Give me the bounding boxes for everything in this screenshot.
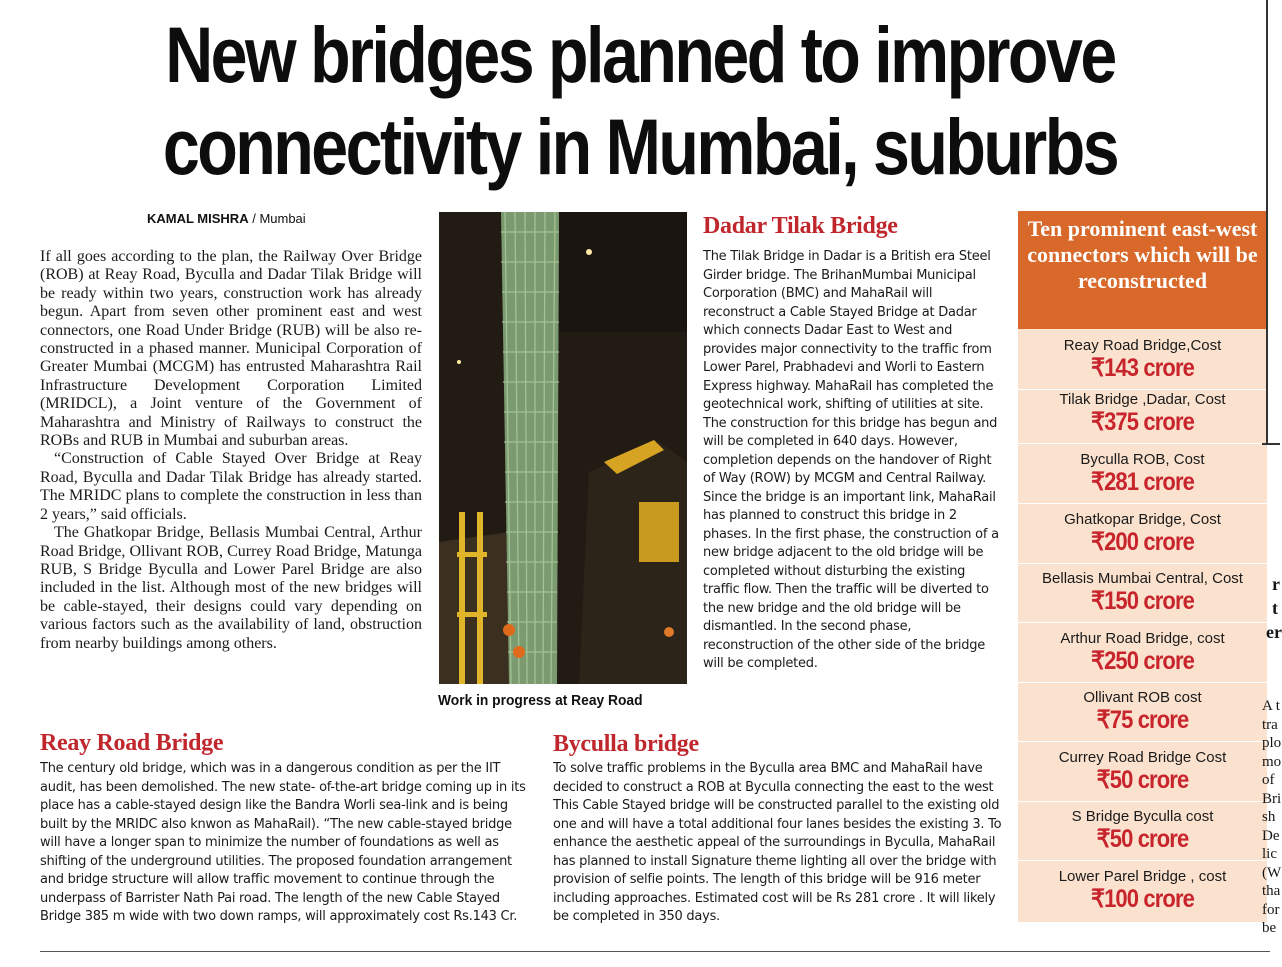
- cost-item-label: Tilak Bridge ,Dadar, Cost: [1059, 391, 1226, 408]
- adjacent-line: be: [1262, 920, 1277, 936]
- cost-item-value: ₹50 crore: [1096, 766, 1189, 794]
- adjacent-headline-fragments: [1266, 572, 1282, 644]
- adjacent-line: sh: [1262, 809, 1276, 825]
- adjacent-line: lic: [1262, 846, 1277, 862]
- cost-item-label: Lower Parel Bridge , cost: [1058, 868, 1227, 885]
- adjacent-fragment: r: [1272, 574, 1280, 594]
- cost-item-label: S Bridge Byculla cost: [1071, 808, 1214, 825]
- byline-separator: /: [248, 211, 260, 226]
- cost-item: [1018, 564, 1267, 623]
- adjacent-article-edge: [1262, 0, 1280, 967]
- cost-item-value: ₹75 crore: [1096, 706, 1189, 734]
- cost-item: [1018, 802, 1267, 861]
- cost-item: [1018, 505, 1267, 564]
- cost-item-label: Reay Road Bridge,Cost: [1063, 337, 1222, 354]
- byculla-heading: Byculla bridge: [553, 731, 699, 757]
- adjacent-fragment: t: [1272, 598, 1278, 618]
- cost-item-label: Arthur Road Bridge, cost: [1060, 630, 1225, 647]
- byline-location: Mumbai: [259, 211, 306, 226]
- adjacent-line: De: [1262, 827, 1280, 844]
- adjacent-frame-line: [1266, 0, 1268, 445]
- adjacent-line: of: [1262, 772, 1275, 788]
- adjacent-line: for: [1262, 901, 1280, 918]
- intro-paragraph: If all goes according to the plan, the Railway Over Bridge (ROB) at Reay Road, Byculla and Dadar Tilak Bridge will be ready within two years, construction work has already begun. Apart from seven other prominent east and west connectors, one Road Under Bridge (RUB) will be also re-constructed in a phased manner. Municipal Corporation of Greater Mumbai (MCGM) has entrusted Maharashtra Rail Infrastructure Development Corporation Limited (MRIDCL), a Joint venture of the Government of Maharashtra and Ministry of Railways to construct the ROBs and RUB in Mumbai and suburban areas.: [40, 248, 422, 450]
- adjacent-line: plo: [1262, 735, 1282, 751]
- reay-heading: Reay Road Bridge: [40, 730, 224, 756]
- adjacent-line: Bri: [1262, 790, 1282, 807]
- intro-column: [40, 248, 422, 653]
- cost-item-value: ₹100 crore: [1090, 885, 1195, 913]
- cost-item: [1018, 683, 1267, 742]
- cost-item: [1018, 385, 1267, 444]
- cost-item: [1018, 624, 1267, 683]
- reay-body: The century old bridge, which was in a dangerous condition as per the IIT audit, has been demolished. The new state- of-the-art bridge coming up in its place has a cable-stayed design like the Bandra Worli sea-link and is being built by the MRIDC also knwon as MahaRail). “The new cable-stayed bridge will have a longer span to minimize the number of foundations as well as shifting of the underground utilities. The proposed foundation arrangement and bridge structure will allow traffic movement to continue through the underpass of Barrister Nath Pai road. The length of the new Cable Stayed Bridge 385 m wide with two down ramps, will approximately cost Rs.143 Cr.: [40, 761, 526, 924]
- adjacent-line: mo: [1262, 753, 1282, 770]
- headline-line-1: New bridges planned to improve: [165, 10, 1115, 99]
- cost-item-label: Ghatkopar Bridge, Cost: [1064, 511, 1221, 528]
- cost-sidebar: [1018, 211, 1267, 922]
- cost-item-label: Ollivant ROB cost: [1083, 689, 1202, 706]
- adjacent-line: tra: [1262, 716, 1278, 733]
- cost-item-label: Bellasis Mumbai Central, Cost: [1042, 570, 1243, 587]
- adjacent-body-fragments: [1262, 697, 1281, 938]
- dadar-body: The Tilak Bridge in Dadar is a British era Steel Girder bridge. The BrihanMumbai Municipal Corporation (BMC) and MahaRail will reconstruct a Cable Stayed Bridge at Dadar which connects Dadar East to West and provides major connectivity to the traffic from Lower Parel, Prabhadevi and Worli to Eastern Express highway. MahaRail has completed the geotechnical work, shifting of utilities at site. The construction for this bridge has begun and will be completed in 640 days. However, completion depends on the handover of Right of Way (ROW) by MCGM and Central Railway. Since the bridge is an important link, MahaRail has planned to construct this bridge in 2 phases. In the first phase, the construction of a new bridge adjacent to the old bridge will be completed without disturbing the existing traffic flow. Then the traffic will be diverted to the new bridge and the old bridge will be dismantled. In the second phase, reconstruction of the other side of the bridge will be completed.: [703, 249, 999, 671]
- headline-line-2: connectivity in Mumbai, suburbs: [162, 102, 1118, 191]
- adjacent-fragment: er: [1266, 622, 1282, 642]
- cost-item: [1018, 445, 1267, 504]
- sidebar-heading: Ten prominent east-west connectors which will be reconstructed: [1018, 211, 1267, 329]
- byculla-body: To solve traffic problems in the Byculla area BMC and MahaRail have decided to construct a ROB at Byculla connecting the east to the west This Cable Stayed bridge will be constructed parallel to the existing old one and will have a total additional four lanes besides the existing 3. To enhance the aesthetic appeal of the surroundings in Byculla, MahaRail has planned to install Signature theme lighting all over the bridge with provision of selfie points. The length of this bridge will be 916 meter including approaches. Estimated cost will be Rs 281 crore . It will likely be completed in 350 days.: [553, 761, 1002, 924]
- adjacent-frame-line: [1262, 443, 1280, 445]
- cost-item-label: Byculla ROB, Cost: [1080, 451, 1205, 468]
- cost-item-value: ₹200 crore: [1090, 528, 1195, 556]
- cost-item-value: ₹143 crore: [1090, 354, 1195, 382]
- cost-item-label: Currey Road Bridge Cost: [1058, 749, 1227, 766]
- bottom-rule: [40, 951, 1270, 952]
- cost-item-value: ₹50 crore: [1096, 825, 1189, 853]
- adjacent-line: tha: [1262, 883, 1281, 899]
- construction-photo: [439, 212, 687, 684]
- cost-item: [1018, 862, 1267, 921]
- byline-author: KAMAL MISHRA: [147, 211, 249, 226]
- adjacent-line: (W: [1262, 864, 1282, 881]
- intro-paragraph: The Ghatkopar Bridge, Bellasis Mumbai Central, Arthur Road Bridge, Ollivant ROB, Currey Road Bridge, Matunga RUB, S Bridge Byculla and Lower Parel Bridge are also included in the list. Although most of the new bridges will be cable-stayed, their designs could vary depending on various factors such as the availability of land, obstruction from nearby buildings among others.: [40, 524, 422, 652]
- intro-paragraph: “Construction of Cable Stayed Over Bridge at Reay Road, Byculla and Dadar Tilak Bridge has already started. The MRIDC plans to complete the construction in less than 2 years,” said officials.: [40, 450, 422, 523]
- adjacent-line: A t: [1262, 698, 1280, 714]
- cost-item: [1018, 743, 1267, 802]
- dadar-heading: Dadar Tilak Bridge: [703, 213, 898, 239]
- cost-item-value: ₹250 crore: [1090, 647, 1195, 675]
- construction-photo-illustration: [439, 212, 687, 684]
- cost-item-value: ₹375 crore: [1090, 408, 1195, 436]
- byline: [147, 211, 306, 226]
- cost-item-value: ₹281 crore: [1090, 468, 1195, 496]
- cost-item: [1018, 331, 1267, 390]
- cost-item-value: ₹150 crore: [1090, 587, 1195, 615]
- photo-caption: Work in progress at Reay Road: [438, 692, 643, 709]
